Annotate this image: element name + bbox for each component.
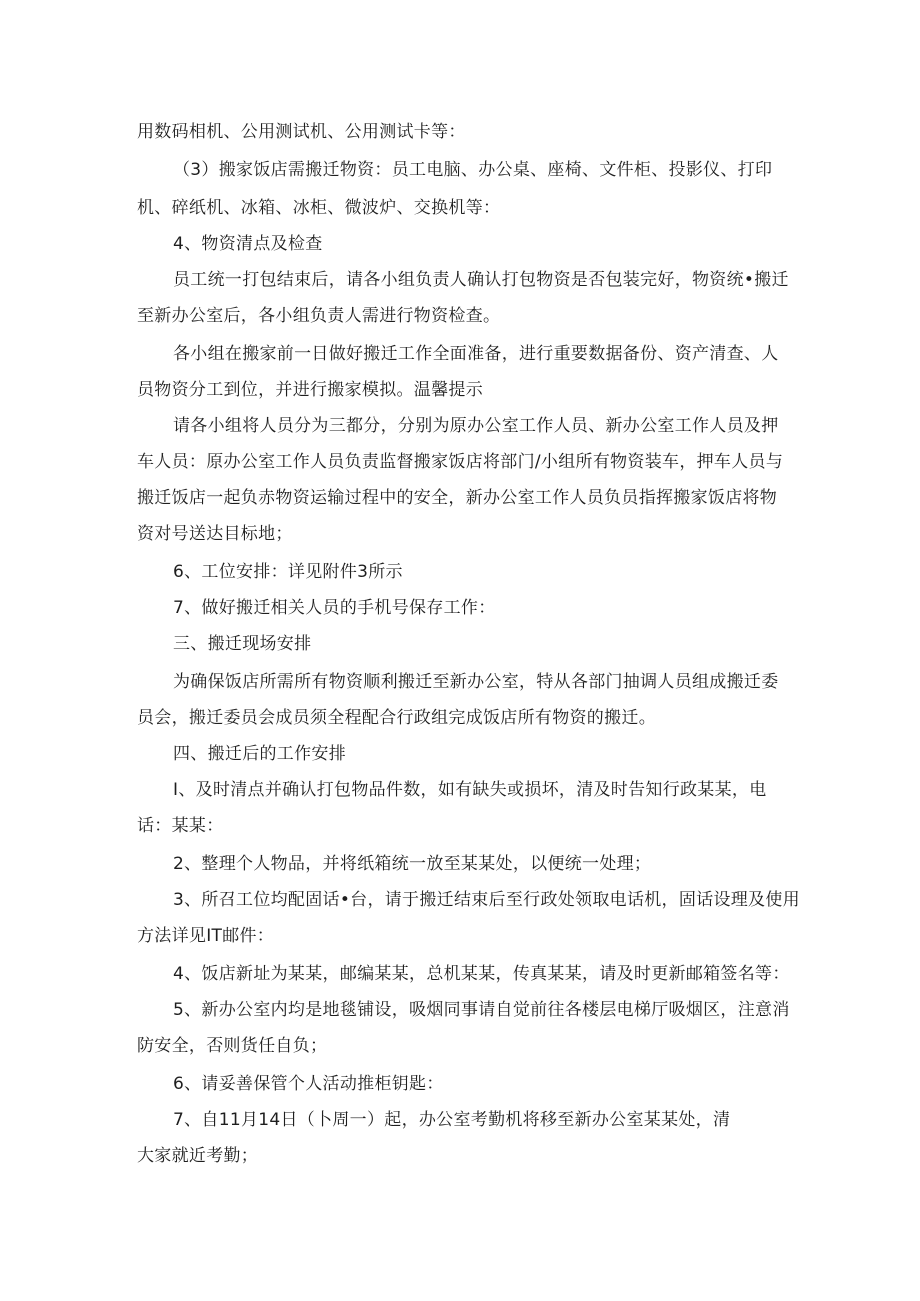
text-line: 4、饭店新址为某某，邮编某某，总机某某，传真某某，请及时更新邮箱签名等： — [173, 964, 790, 984]
text-line: 6、工位安排：详见附件3所示 — [173, 562, 403, 582]
text-line: 5、新办公室内均是地毯铺设，吸烟同事请自觉前往各楼层电梯厅吸烟区，注意消 — [173, 1000, 790, 1020]
text-line: I、及时清点并确认打包物品件数，如有缺失或损坏，清及时告知行政某某，电 — [173, 780, 767, 800]
section-heading: 三、搬迁现场安排 — [173, 634, 312, 654]
text-line: 防安全，否则货任自负； — [137, 1036, 328, 1056]
text-line: 大家就近考勤； — [137, 1146, 259, 1166]
text-line: 员会，搬迁委员会成员须全程配合行政组完成饭店所有物资的搬迁。 — [137, 708, 656, 728]
section-heading: 四、搬迁后的工作安排 — [173, 744, 346, 764]
text-line: 员物资分工到位，并进行搬家模拟。温馨提示 — [137, 380, 483, 400]
text-line: 方法详见IT邮件： — [137, 926, 275, 946]
text-line: 资对号送达目标地； — [137, 524, 293, 544]
text-line: 3、所召工位均配固话•台，请于搬迁结束后至行政处领取电话机，固话设理及使用 — [173, 890, 800, 910]
text-line: 7、自11月14日（卜周一）起，办公室考勤机将移至新办公室某某处，清 — [173, 1110, 731, 1130]
text-line: 话：某某： — [137, 816, 224, 836]
text-line: 车人员：原办公室工作人员负责监督搬家饭店将部门/小组所有物资装车，押车人员与 — [137, 452, 784, 472]
text-line: 机、碎纸机、冰箱、冰柜、微波炉、交换机等： — [137, 198, 501, 218]
text-line: 2、整理个人物品，并将纸箱统一放至某某处，以便统一处理； — [173, 854, 652, 874]
text-line: 为确保饭店所需所有物资顺利搬迁至新办公室，特从各部门抽调人员组成搬迁委 — [173, 672, 779, 692]
text-line: 员工统一打包结束后，请各小组负责人确认打包物资是否包装完好，物资统•搬迁 — [173, 270, 789, 290]
text-line: 各小组在搬家前一日做好搬迁工作全面准备，进行重要数据备份、资产清查、人 — [173, 344, 779, 364]
text-line: 至新办公室后，各小组负责人需进行物资检查。 — [137, 306, 501, 326]
text-line: （3）搬家饭店需搬迁物资：员工电脑、办公桌、座椅、文件柜、投影仪、打印 — [173, 160, 773, 180]
text-line: 搬迁饭店一起负赤物资运输过程中的安全，新办公室工作人员负员指挥搬家饭店将物 — [137, 488, 778, 508]
text-line: 6、请妥善保管个人活动推柜钥匙： — [173, 1074, 444, 1094]
text-line: 用数码相机、公用测试机、公用测试卡等： — [137, 122, 466, 142]
section-heading: 4、物资清点及检查 — [173, 234, 323, 254]
text-line: 请各小组将人员分为三都分，分别为原办公室工作人员、新办公室工作人员及押 — [173, 416, 779, 436]
text-line: 7、做好搬迁相关人员的手机号保存工作： — [173, 598, 496, 618]
